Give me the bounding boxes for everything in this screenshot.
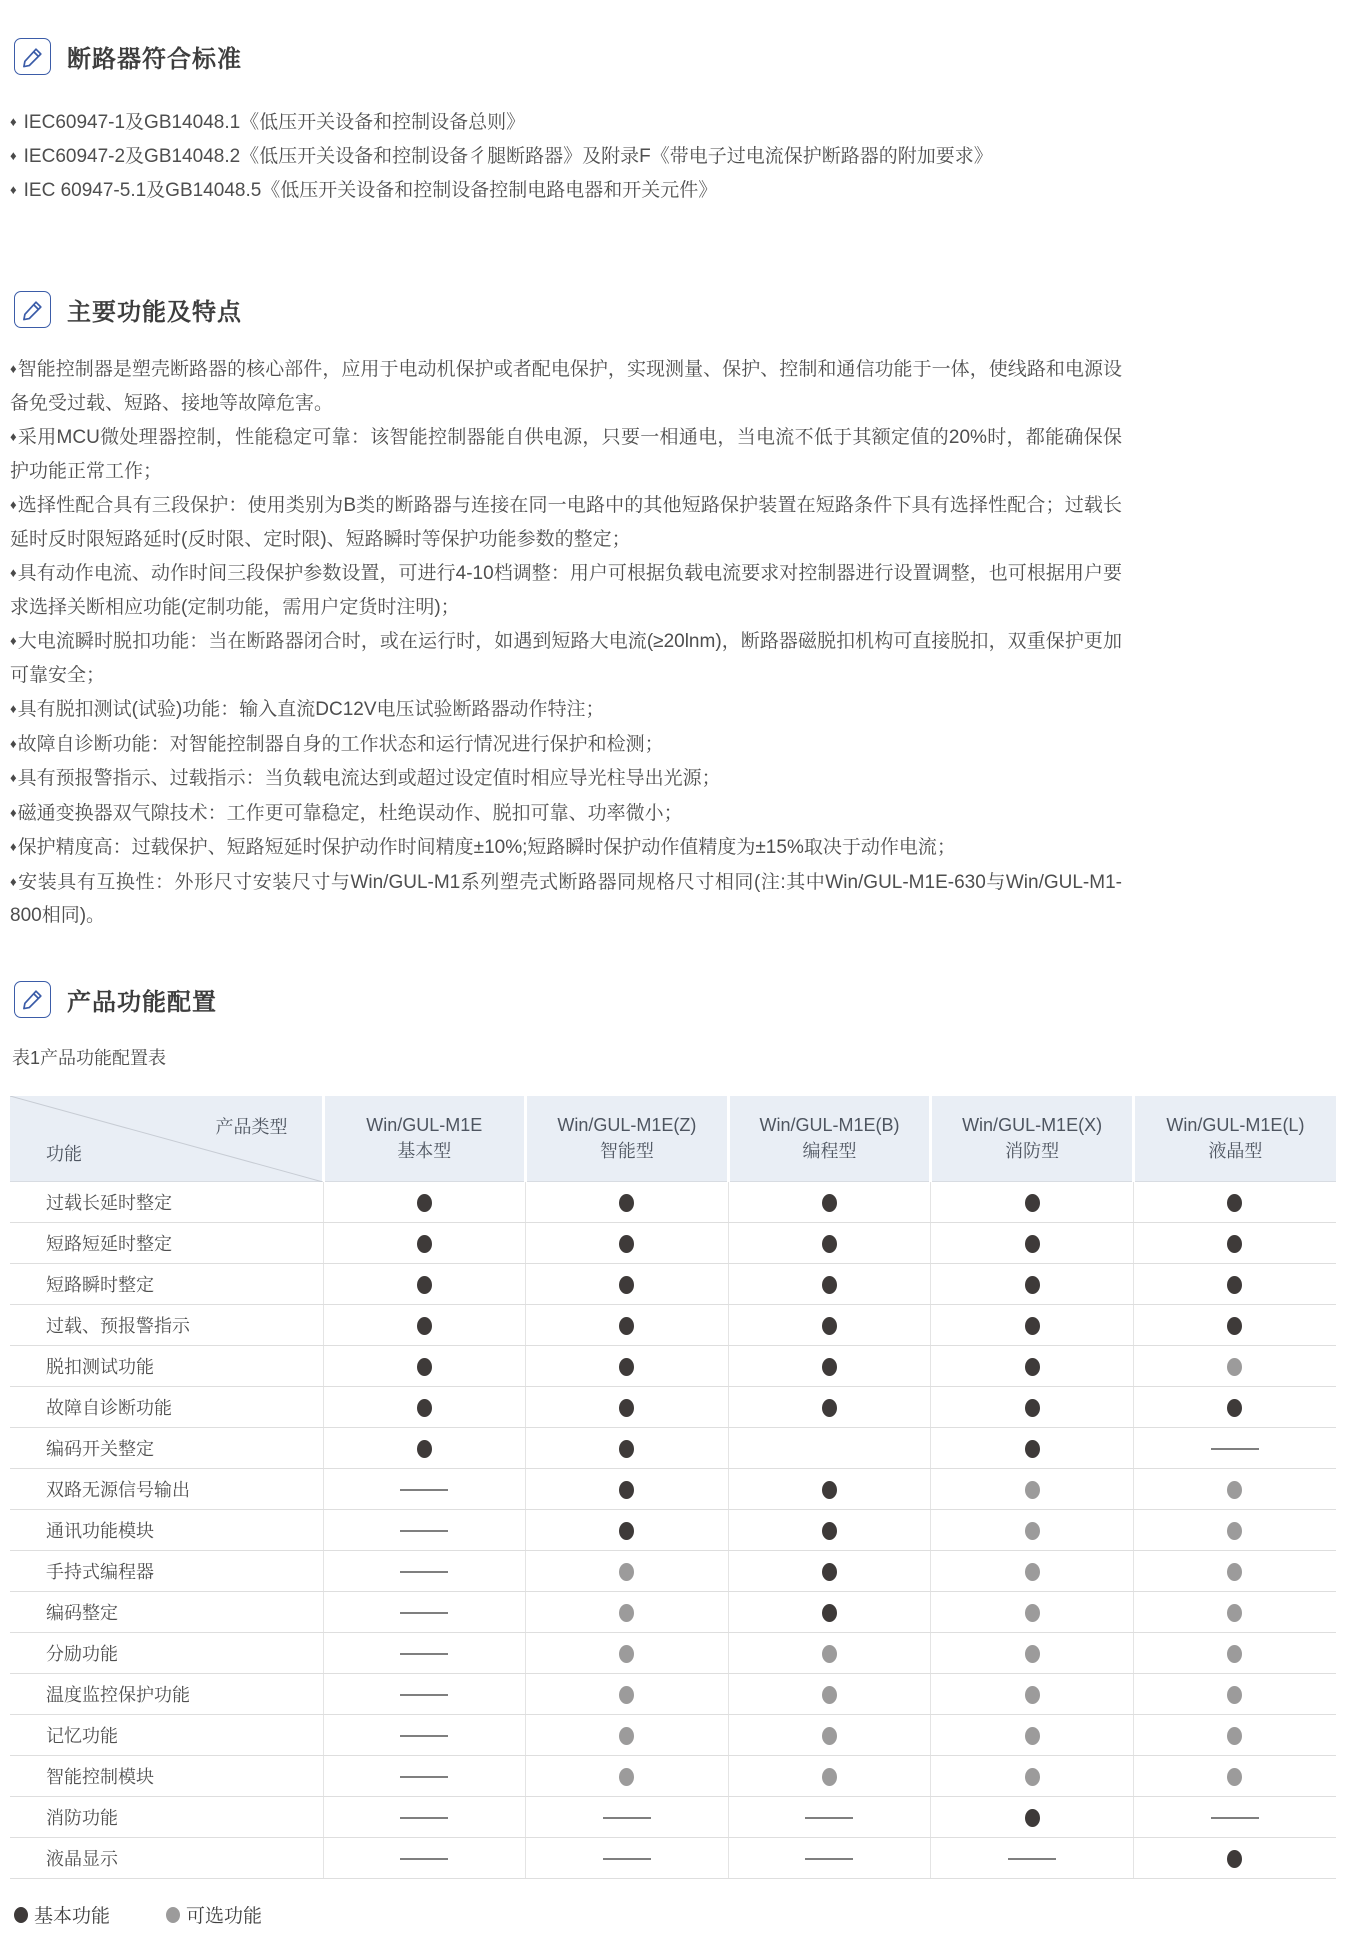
feature-cell	[1133, 1838, 1336, 1879]
table-row	[10, 1633, 1336, 1674]
feature-cell	[323, 1510, 526, 1551]
feature-cell	[931, 1592, 1134, 1633]
feature-cell	[1133, 1264, 1336, 1305]
feature-cell	[1133, 1797, 1336, 1838]
feature-cell	[728, 1633, 931, 1674]
pencil-icon	[14, 981, 51, 1018]
spacer	[10, 933, 1332, 981]
dot-optional-function	[1227, 1563, 1242, 1581]
dot-basic-function	[417, 1276, 432, 1294]
dot-basic-function	[822, 1522, 837, 1540]
feature-cell	[931, 1674, 1134, 1715]
feature-cell	[931, 1633, 1134, 1674]
dot-optional-function	[1227, 1768, 1242, 1786]
feature-cell	[526, 1469, 729, 1510]
bullet-item	[10, 105, 1120, 139]
feature-cell	[728, 1305, 931, 1346]
feature-cell	[323, 1715, 526, 1756]
bullet-text: 智能控制器是塑壳断路器的核心部件，应用于电动机保护或者配电保护，实现测量、保护、控制和通信功能于一体，使线路和电源设备免受过载、短路、接地等故障危害。	[10, 359, 1122, 414]
bullet-item	[10, 830, 1122, 865]
dot-optional-function	[1227, 1522, 1242, 1540]
dot-optional-function	[1025, 1727, 1040, 1745]
dot-basic-function	[1025, 1194, 1040, 1212]
standards-bullet-list	[10, 105, 1332, 207]
dash-not-available	[400, 1489, 448, 1491]
diamond-bullet-icon: ♦	[10, 361, 17, 376]
feature-cell	[526, 1387, 729, 1428]
dot-optional-function	[1025, 1563, 1040, 1581]
dash-not-available	[400, 1653, 448, 1655]
bullet-item	[10, 173, 1120, 207]
feature-cell	[526, 1428, 729, 1469]
bullet-item	[10, 488, 1122, 556]
row-label: 短路短延时整定	[10, 1223, 323, 1264]
bullet-text: 具有脱扣测试(试验)功能：输入直流DC12V电压试验断路器动作特注；	[17, 699, 605, 720]
column-header	[728, 1096, 931, 1182]
feature-cell	[526, 1838, 729, 1879]
feature-cell	[526, 1592, 729, 1633]
bullet-text: 保护精度高：过载保护、短路短延时保护动作时间精度±10%;短路瞬时保护动作值精度为±15%取决于动作电流；	[17, 837, 956, 858]
table-row	[10, 1305, 1336, 1346]
dot-basic-function	[1227, 1235, 1242, 1253]
dot-optional-function	[1025, 1645, 1040, 1663]
pencil-icon	[14, 291, 51, 328]
spacer	[10, 207, 1332, 291]
table-row	[10, 1264, 1336, 1305]
dot-optional-function	[1025, 1686, 1040, 1704]
dot-basic-function	[1025, 1440, 1040, 1458]
diamond-bullet-icon: ♦	[10, 114, 17, 129]
dot-optional-function	[1227, 1727, 1242, 1745]
row-label: 手持式编程器	[10, 1551, 323, 1592]
table-row	[10, 1674, 1336, 1715]
dot-optional-function	[822, 1727, 837, 1745]
dot-basic-function	[619, 1399, 634, 1417]
feature-cell	[728, 1592, 931, 1633]
bullet-item	[10, 139, 1120, 173]
dot-basic-function	[822, 1235, 837, 1253]
bullet-item	[10, 727, 1122, 762]
legend-label: 基本功能	[34, 1906, 111, 1927]
dash-not-available	[400, 1612, 448, 1614]
dot-basic-function	[822, 1563, 837, 1581]
features-bullet-list	[10, 352, 1332, 933]
bullet-text: IEC60947-2及GB14048.2《低压开关设备和控制设备彳腿断路器》及附录F《带电子过电流保护断路器的附加要求》	[23, 146, 993, 167]
dot-basic-function	[822, 1194, 837, 1212]
row-label: 双路无源信号输出	[10, 1469, 323, 1510]
bullet-text: IEC60947-1及GB14048.1《低压开关设备和控制设备总则》	[23, 112, 526, 133]
feature-cell	[323, 1797, 526, 1838]
feature-cell	[526, 1510, 729, 1551]
feature-cell	[1133, 1551, 1336, 1592]
legend-item	[166, 1901, 262, 1928]
feature-cell	[931, 1182, 1134, 1223]
diamond-bullet-icon: ♦	[10, 804, 17, 820]
feature-cell	[1133, 1756, 1336, 1797]
diamond-bullet-icon: ♦	[10, 565, 17, 580]
feature-cell	[323, 1469, 526, 1510]
dash-not-available	[400, 1571, 448, 1573]
dash-not-available	[1211, 1448, 1259, 1450]
legend-dot-basic	[14, 1907, 28, 1923]
row-label: 过载、预报警指示	[10, 1305, 323, 1346]
dot-basic-function	[822, 1317, 837, 1335]
diamond-bullet-icon: ♦	[10, 633, 17, 648]
dot-basic-function	[822, 1604, 837, 1622]
table-row	[10, 1756, 1336, 1797]
column-header-model: Win/GUL-M1E	[366, 1115, 483, 1136]
pencil-icon	[14, 38, 51, 75]
section-title-configuration: 产品功能配置	[67, 988, 217, 1016]
corner-label-product-type: 产品类型	[215, 1116, 288, 1137]
feature-cell	[728, 1551, 931, 1592]
column-header-type: 智能型	[599, 1141, 654, 1162]
table-caption: 表1产品功能配置表	[12, 1047, 167, 1068]
dot-basic-function	[1227, 1317, 1242, 1335]
dot-basic-function	[417, 1235, 432, 1253]
dot-optional-function	[619, 1645, 634, 1663]
feature-cell	[526, 1674, 729, 1715]
dot-basic-function	[1227, 1399, 1242, 1417]
feature-cell	[1133, 1428, 1336, 1469]
dot-basic-function	[417, 1358, 432, 1376]
row-label: 智能控制模块	[10, 1756, 323, 1797]
feature-cell	[526, 1756, 729, 1797]
diamond-bullet-icon: ♦	[10, 770, 17, 785]
legend-item	[14, 1901, 110, 1928]
feature-cell	[526, 1633, 729, 1674]
row-label: 记忆功能	[10, 1715, 323, 1756]
feature-cell	[1133, 1674, 1336, 1715]
dot-optional-function	[1227, 1481, 1242, 1499]
feature-cell	[323, 1428, 526, 1469]
section-title-features: 主要功能及特点	[67, 299, 242, 326]
feature-cell	[728, 1387, 931, 1428]
dot-basic-function	[417, 1399, 432, 1417]
feature-cell	[931, 1510, 1134, 1551]
column-header-model: Win/GUL-M1E(Z)	[557, 1115, 697, 1136]
row-label: 编码开关整定	[10, 1428, 323, 1469]
feature-cell	[1133, 1223, 1336, 1264]
diamond-bullet-icon: ♦	[10, 839, 17, 854]
table-row	[10, 1838, 1336, 1879]
bullet-text: 采用MCU微处理器控制，性能稳定可靠：该智能控制器能自供电源，只要一相通电，当电流不低于其额定值的20%时，都能确保保护功能正常工作；	[10, 427, 1122, 482]
dash-not-available	[805, 1858, 853, 1860]
dot-basic-function	[417, 1440, 432, 1458]
feature-cell	[1133, 1633, 1336, 1674]
row-label: 脱扣测试功能	[10, 1346, 323, 1387]
bullet-text: 具有预报警指示、过载指示：当负载电流达到或超过设定值时相应导光柱导出光源；	[17, 768, 721, 789]
dash-not-available	[400, 1694, 448, 1696]
feature-cell	[931, 1305, 1134, 1346]
legend	[14, 1901, 1332, 1928]
feature-cell	[526, 1223, 729, 1264]
diamond-bullet-icon: ♦	[10, 497, 17, 512]
legend-label: 可选功能	[186, 1906, 263, 1927]
column-header	[1133, 1096, 1336, 1182]
section-header-standards	[14, 38, 1332, 75]
table-row	[10, 1592, 1336, 1633]
feature-cell	[526, 1346, 729, 1387]
feature-cell	[1133, 1305, 1336, 1346]
dash-not-available	[603, 1817, 651, 1819]
diamond-bullet-icon: ♦	[10, 701, 17, 716]
row-label: 故障自诊断功能	[10, 1387, 323, 1428]
column-header-type: 编程型	[802, 1141, 857, 1162]
feature-cell	[1133, 1387, 1336, 1428]
dash-not-available	[400, 1858, 448, 1860]
dash-not-available	[400, 1776, 448, 1778]
dot-basic-function	[619, 1194, 634, 1212]
bullet-item	[10, 556, 1122, 624]
dot-optional-function	[1025, 1604, 1040, 1622]
table-row	[10, 1182, 1336, 1223]
feature-cell	[931, 1551, 1134, 1592]
feature-cell	[323, 1633, 526, 1674]
dash-not-available	[603, 1858, 651, 1860]
bullet-item	[10, 796, 1122, 831]
feature-cell	[526, 1551, 729, 1592]
row-label: 液晶显示	[10, 1838, 323, 1879]
section-title-standards: 断路器符合标准	[67, 46, 242, 73]
table-row	[10, 1469, 1336, 1510]
dot-optional-function	[1227, 1686, 1242, 1704]
feature-cell	[1133, 1715, 1336, 1756]
bullet-text: IEC 60947-5.1及GB14048.5《低压开关设备和控制设备控制电路电器和开关元件》	[23, 180, 718, 201]
table-row	[10, 1715, 1336, 1756]
dash-not-available	[805, 1817, 853, 1819]
dot-basic-function	[619, 1235, 634, 1253]
feature-cell	[323, 1182, 526, 1223]
bullet-item	[10, 865, 1122, 933]
dot-basic-function	[822, 1358, 837, 1376]
feature-cell	[728, 1510, 931, 1551]
dot-optional-function	[822, 1686, 837, 1704]
feature-cell	[323, 1592, 526, 1633]
feature-cell	[323, 1387, 526, 1428]
table-row	[10, 1551, 1336, 1592]
dot-basic-function	[822, 1481, 837, 1499]
diamond-bullet-icon: ♦	[10, 735, 17, 751]
feature-cell	[1133, 1346, 1336, 1387]
feature-cell	[931, 1469, 1134, 1510]
corner-header-cell	[10, 1096, 323, 1182]
product-feature-table	[10, 1096, 1336, 1880]
dash-not-available	[400, 1530, 448, 1532]
bullet-item	[10, 761, 1122, 796]
feature-cell	[728, 1428, 931, 1469]
column-header	[931, 1096, 1134, 1182]
dot-optional-function	[619, 1563, 634, 1581]
column-header-type: 消防型	[1005, 1141, 1060, 1162]
feature-cell	[526, 1182, 729, 1223]
bullet-text: 选择性配合具有三段保护：使用类别为B类的断路器与连接在同一电路中的其他短路保护装置在短路条件下具有选择性配合；过载长延时反时限短路延时(反时限、定时限)、短路瞬时等保护功能参数的整定；	[10, 495, 1122, 550]
table-header-row	[10, 1096, 1336, 1182]
dot-optional-function	[1025, 1522, 1040, 1540]
feature-cell	[728, 1756, 931, 1797]
feature-cell	[931, 1264, 1134, 1305]
feature-cell	[931, 1346, 1134, 1387]
feature-cell	[323, 1305, 526, 1346]
corner-label-function: 功能	[46, 1144, 82, 1164]
diamond-bullet-icon: ♦	[10, 873, 17, 889]
dot-basic-function	[1025, 1235, 1040, 1253]
dot-basic-function	[1227, 1276, 1242, 1294]
dot-optional-function	[1025, 1481, 1040, 1499]
feature-cell	[323, 1223, 526, 1264]
feature-cell	[526, 1264, 729, 1305]
dot-basic-function	[822, 1276, 837, 1294]
row-label: 消防功能	[10, 1797, 323, 1838]
column-header-type: 基本型	[397, 1141, 452, 1162]
table-row	[10, 1510, 1336, 1551]
dot-basic-function	[1227, 1850, 1242, 1868]
row-label: 温度监控保护功能	[10, 1674, 323, 1715]
dot-optional-function	[1227, 1358, 1242, 1376]
row-label: 分励功能	[10, 1633, 323, 1674]
dot-basic-function	[619, 1481, 634, 1499]
dot-basic-function	[417, 1317, 432, 1335]
feature-cell	[323, 1346, 526, 1387]
diamond-bullet-icon: ♦	[10, 148, 17, 163]
dot-basic-function	[1025, 1276, 1040, 1294]
feature-cell	[931, 1838, 1134, 1879]
dot-optional-function	[619, 1686, 634, 1704]
dot-basic-function	[822, 1399, 837, 1417]
feature-cell	[931, 1428, 1134, 1469]
feature-cell	[931, 1387, 1134, 1428]
feature-cell	[728, 1674, 931, 1715]
feature-cell	[323, 1838, 526, 1879]
row-label: 短路瞬时整定	[10, 1264, 323, 1305]
bullet-text: 磁通变换器双气隙技术：工作更可靠稳定，杜绝误动作、脱扣可靠、功率微小；	[17, 802, 683, 824]
dash-not-available	[400, 1735, 448, 1737]
dot-basic-function	[1025, 1809, 1040, 1827]
feature-cell	[526, 1305, 729, 1346]
bullet-item	[10, 420, 1122, 488]
dot-optional-function	[1227, 1604, 1242, 1622]
bullet-item	[10, 624, 1122, 692]
column-header-model: Win/GUL-M1E(X)	[962, 1115, 1103, 1136]
feature-cell	[1133, 1182, 1336, 1223]
table-row	[10, 1797, 1336, 1838]
dot-basic-function	[1025, 1317, 1040, 1335]
feature-cell	[931, 1715, 1134, 1756]
feature-cell	[1133, 1592, 1336, 1633]
dot-basic-function	[1025, 1358, 1040, 1376]
dot-optional-function	[1025, 1768, 1040, 1786]
dash-not-available	[400, 1817, 448, 1819]
feature-cell	[728, 1264, 931, 1305]
bullet-item	[10, 352, 1122, 420]
dot-optional-function	[1227, 1645, 1242, 1663]
column-header-model: Win/GUL-M1E(L)	[1166, 1115, 1305, 1136]
feature-cell	[728, 1223, 931, 1264]
dot-optional-function	[619, 1604, 634, 1622]
dot-basic-function	[1025, 1399, 1040, 1417]
diamond-bullet-icon: ♦	[10, 182, 17, 197]
dot-basic-function	[619, 1522, 634, 1540]
dot-basic-function	[417, 1194, 432, 1212]
dot-basic-function	[619, 1276, 634, 1294]
feature-cell	[526, 1715, 729, 1756]
bullet-text: 故障自诊断功能：对智能控制器自身的工作状态和运行情况进行保护和检测；	[17, 733, 664, 755]
column-header	[323, 1096, 526, 1182]
feature-cell	[323, 1756, 526, 1797]
dot-basic-function	[1227, 1194, 1242, 1212]
feature-cell	[728, 1182, 931, 1223]
section-header-configuration	[14, 981, 1332, 1018]
row-label: 编码整定	[10, 1592, 323, 1633]
feature-cell	[931, 1797, 1134, 1838]
feature-cell	[323, 1264, 526, 1305]
dot-optional-function	[619, 1768, 634, 1786]
column-header-model: Win/GUL-M1E(B)	[759, 1115, 900, 1136]
feature-cell	[728, 1838, 931, 1879]
bullet-text: 安装具有互换性：外形尺寸安装尺寸与Win/GUL-M1系列塑壳式断路器同规格尺寸相同(注:其中Win/GUL-M1E-630与Win/GUL-M1-800相同)。	[10, 871, 1122, 926]
table-row	[10, 1346, 1336, 1387]
column-header	[526, 1096, 729, 1182]
table-row	[10, 1387, 1336, 1428]
row-label: 通讯功能模块	[10, 1510, 323, 1551]
bullet-text: 大电流瞬时脱扣功能：当在断路器闭合时，或在运行时，如遇到短路大电流(≥20lnm)，断路器磁脱扣机构可直接脱扣，双重保护更加可靠安全；	[10, 631, 1122, 686]
dot-optional-function	[822, 1645, 837, 1663]
dot-basic-function	[619, 1440, 634, 1458]
bullet-text: 具有动作电流、动作时间三段保护参数设置，可进行4-10档调整：用户可根据负载电流要求对控制器进行设置调整，也可根据用户要求选择关断相应功能(定制功能，需用户定货时注明)；	[10, 563, 1122, 618]
feature-cell	[728, 1715, 931, 1756]
feature-cell	[1133, 1469, 1336, 1510]
feature-cell	[728, 1797, 931, 1838]
feature-cell	[323, 1674, 526, 1715]
table-row	[10, 1223, 1336, 1264]
dot-basic-function	[619, 1317, 634, 1335]
feature-cell	[931, 1756, 1134, 1797]
table-row	[10, 1428, 1336, 1469]
diamond-bullet-icon: ♦	[10, 429, 17, 444]
feature-cell	[931, 1223, 1134, 1264]
dot-optional-function	[619, 1727, 634, 1745]
feature-cell	[728, 1346, 931, 1387]
section-header-features	[14, 291, 1332, 328]
feature-cell	[323, 1551, 526, 1592]
row-label: 过载长延时整定	[10, 1182, 323, 1223]
dot-optional-function	[822, 1768, 837, 1786]
dash-not-available	[1211, 1817, 1259, 1819]
bullet-item	[10, 692, 1122, 727]
feature-cell	[728, 1469, 931, 1510]
dash-not-available	[1008, 1858, 1056, 1860]
column-header-type: 液晶型	[1208, 1141, 1263, 1162]
feature-cell	[1133, 1510, 1336, 1551]
legend-dot-optional	[166, 1907, 180, 1923]
dot-basic-function	[619, 1358, 634, 1376]
feature-cell	[526, 1797, 729, 1838]
